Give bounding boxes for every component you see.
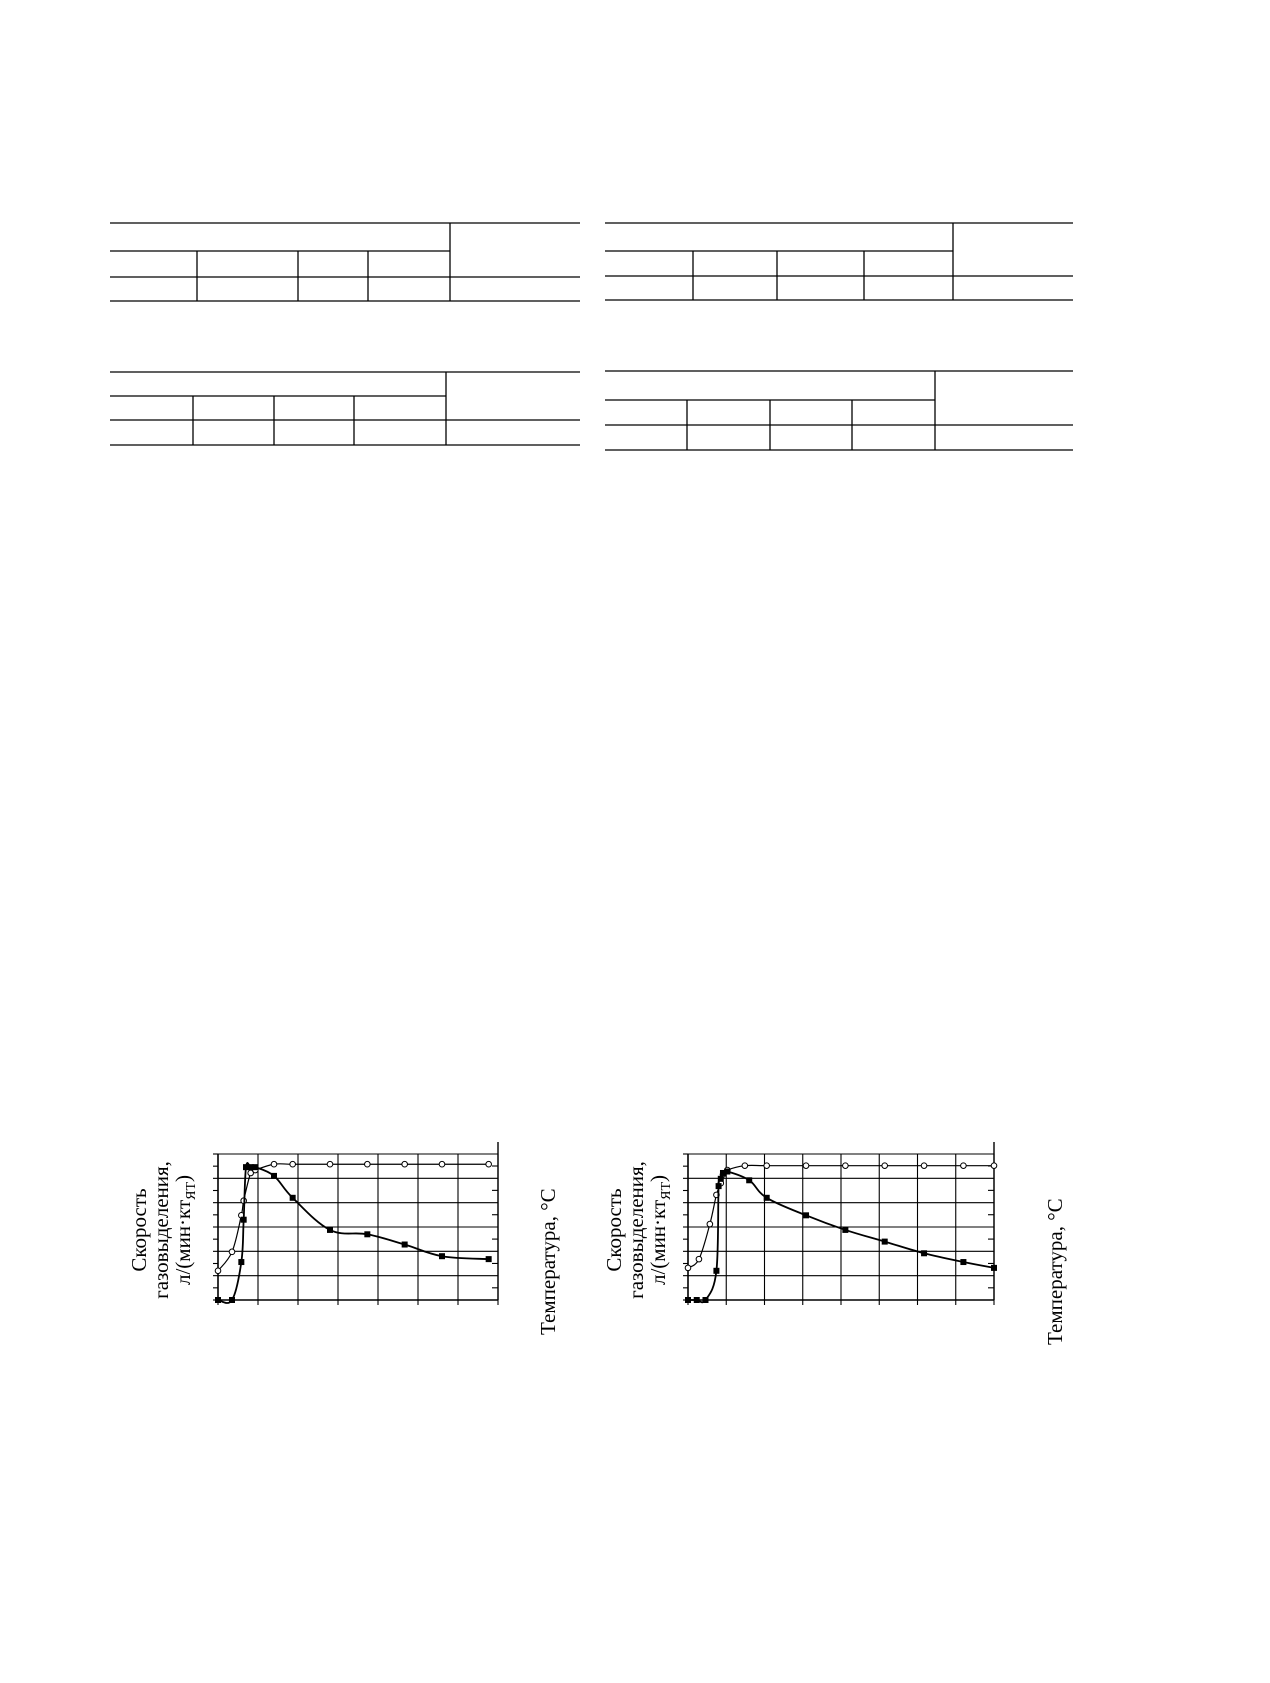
data-point-square [486,1256,492,1262]
data-point-square [685,1297,691,1303]
data-point-square [960,1259,966,1265]
chart-right-ylabel [603,1120,678,1340]
data-point-circle [991,1163,997,1169]
data-point-circle [215,1268,221,1274]
data-point-square [716,1183,722,1189]
data-point-square [364,1231,370,1237]
data-point-circle [439,1161,445,1167]
data-point-square [882,1239,888,1245]
data-point-square [238,1259,244,1265]
data-point-square [439,1253,445,1259]
chart-right-y2label: Температура, °С [1043,1198,1067,1345]
data-point-square [271,1173,277,1179]
data-point-circle [229,1249,235,1255]
table-top-right [605,221,1073,305]
ylabel-line2: газовыделения, [149,1161,173,1299]
table-rules [110,370,580,450]
data-point-circle [764,1163,770,1169]
ylabel-line3: $л/(мин\cdot кт_{ЯТ})$ [171,1174,200,1286]
data-point-square [702,1297,708,1303]
chart-left-plot [210,1138,510,1318]
data-point-circle [961,1163,967,1169]
table-rules [605,221,1073,305]
data-point-square [764,1195,770,1201]
data-point-circle [365,1161,371,1167]
data-point-circle [402,1161,408,1167]
data-point-square [215,1297,221,1303]
table-rules [110,221,580,305]
data-point-square [746,1177,752,1183]
chart-grid [683,1142,994,1305]
data-point-circle [921,1163,927,1169]
data-point-circle [882,1163,888,1169]
data-point-square [724,1169,730,1175]
data-point-square [803,1212,809,1218]
table-top-left [110,221,580,305]
data-point-square [991,1265,997,1271]
data-point-circle [696,1256,702,1262]
data-point-square [718,1176,724,1182]
data-point-circle [271,1161,277,1167]
series-line [218,1163,489,1303]
table-rules [605,369,1073,453]
chart-left-y2label: Температура, °С [536,1188,560,1335]
data-point-square [327,1227,333,1233]
data-point-circle [290,1161,296,1167]
table-bottom-left [110,370,580,450]
ylabel-line1: Скорость [127,1188,151,1272]
data-point-square [252,1164,258,1170]
ylabel-line1: Скорость [602,1188,626,1272]
data-point-circle [685,1265,691,1271]
data-point-circle [707,1221,713,1227]
chart-left-ylabel [128,1120,203,1340]
data-point-circle [327,1161,333,1167]
ylabel-line3: $л/(мин\cdot кт_{ЯТ})$ [646,1174,675,1286]
data-point-square [713,1268,719,1274]
data-point-square [229,1297,235,1303]
data-point-square [241,1217,247,1223]
data-point-circle [843,1163,849,1169]
data-point-square [921,1250,927,1256]
chart-right [682,1138,1012,1318]
data-point-circle [486,1161,492,1167]
table-bottom-right [605,369,1073,453]
data-point-circle [742,1163,748,1169]
data-point-square [402,1242,408,1248]
chart-right-plot [682,1138,1012,1318]
data-point-square [694,1297,700,1303]
data-point-square [290,1195,296,1201]
chart-left [210,1138,510,1318]
series-line [218,1164,489,1271]
data-point-circle [803,1163,809,1169]
data-point-square [842,1227,848,1233]
ylabel-line2: газовыделения, [624,1161,648,1299]
